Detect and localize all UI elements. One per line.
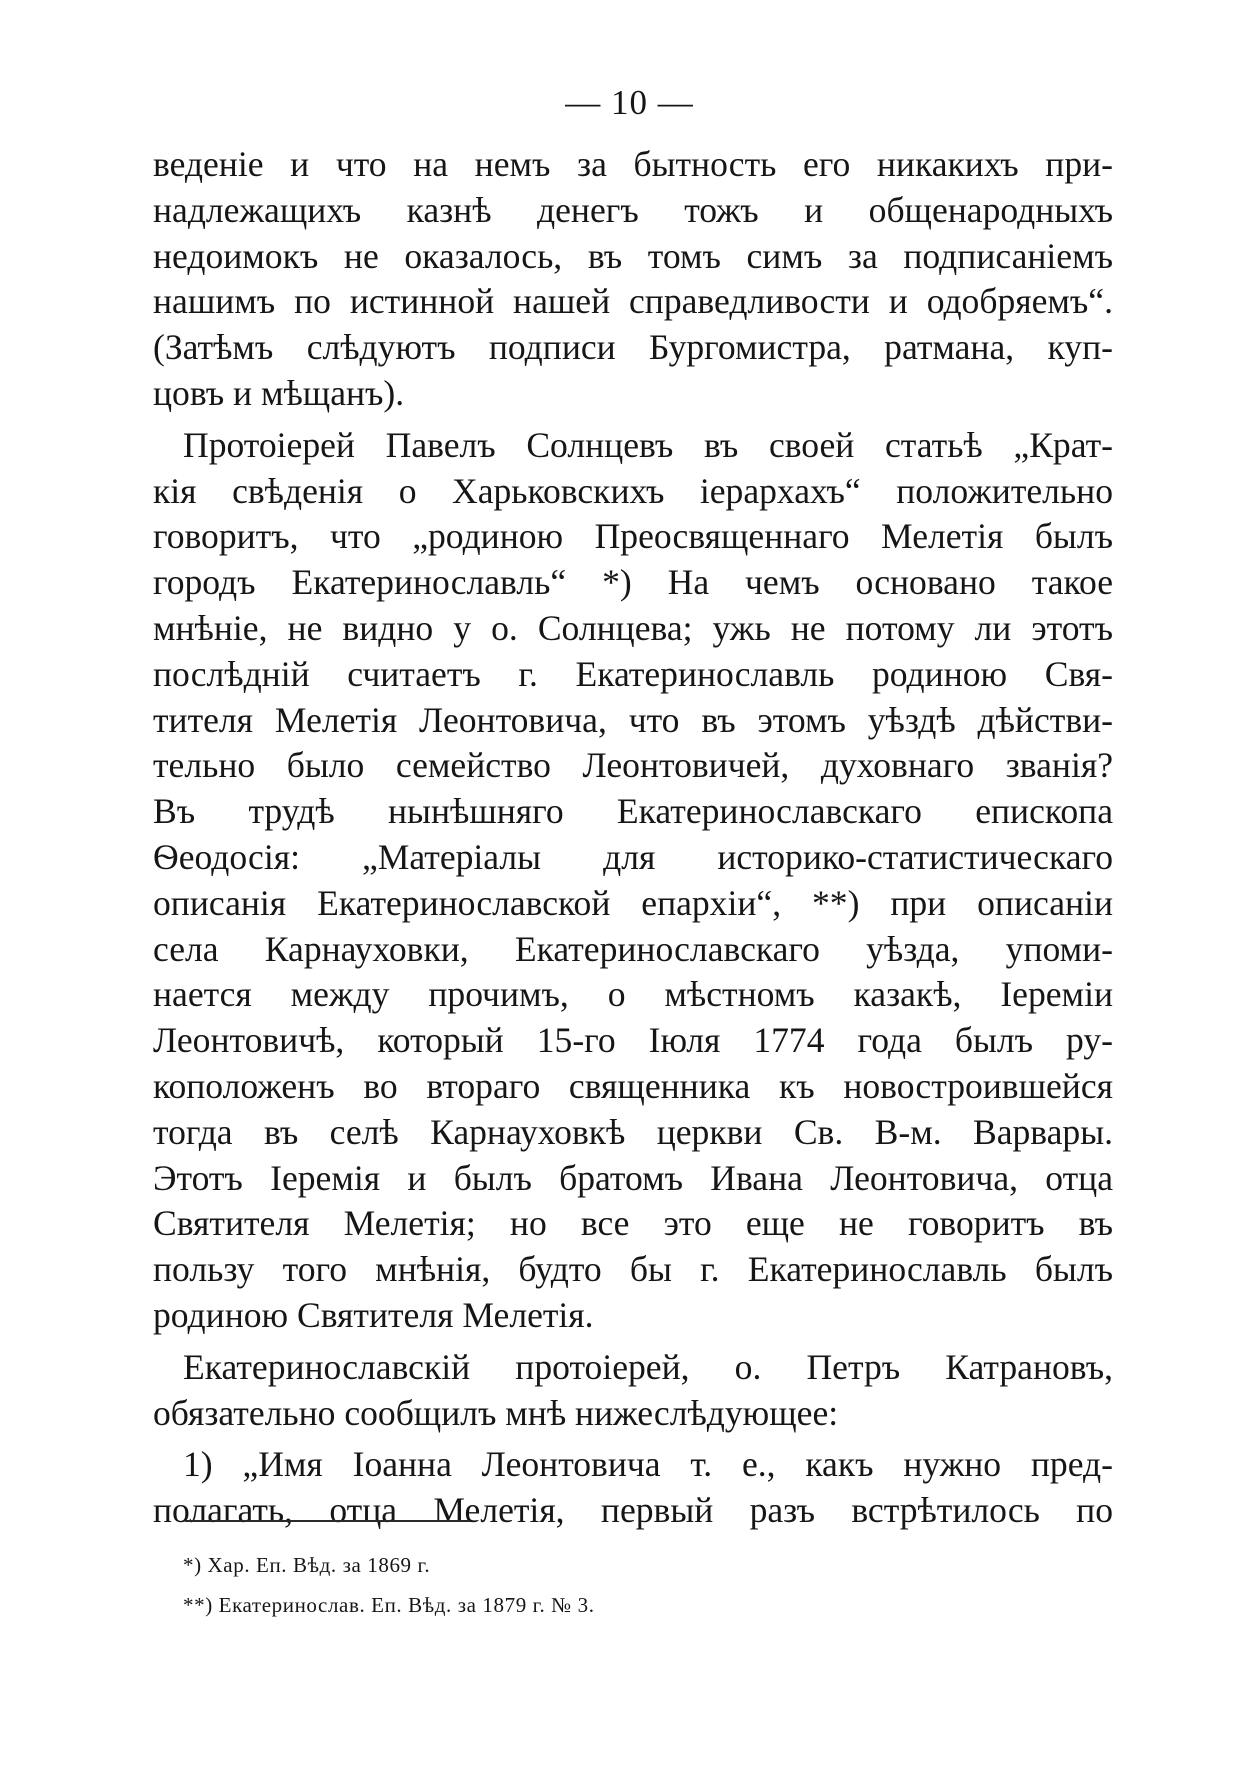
text-line: говоритъ, что „родиною Преосвященнаго Мелетія былъ xyxy=(153,516,1113,557)
text-line: недоимокъ не оказалось, въ томъ симъ за подписаніемъ xyxy=(153,235,1113,276)
text-line: Леонтовичѣ, который 15-го Іюля 1774 года былъ ру- xyxy=(153,1020,1113,1061)
text-line: веденіе и что на немъ за бытность его никакихъ при- xyxy=(153,144,1113,184)
text-line: (Затѣмъ слѣдуютъ подписи Бургомистра, ратмана, куп- xyxy=(153,327,1113,368)
text-line: цовъ и мѣщанъ). xyxy=(153,372,405,413)
text-line: Въ трудѣ нынѣшняго Екатеринославскаго епископа xyxy=(153,791,1113,832)
footnote-divider xyxy=(185,1520,470,1522)
text-line: тельно было семейство Леонтовичей, духовнаго званія? xyxy=(153,745,1113,786)
text-line: тогда въ селѣ Карнауховкѣ церкви Св. В-м. Варвары. xyxy=(153,1111,1113,1152)
text-line: пользу того мнѣнія, будто бы г. Екатеринославль былъ xyxy=(153,1249,1113,1290)
text-line: коположенъ во втораго священника къ новостроившейся xyxy=(153,1065,1113,1106)
footnotes xyxy=(183,1545,883,1625)
text-line: тителя Мелетія Леонтовича, что въ этомъ уѣздѣ дѣйстви- xyxy=(153,699,1113,740)
text-line: мнѣніе, не видно у о. Солнцева; ужь не потому ли этотъ xyxy=(153,607,1113,648)
text-line: родиною Святителя Мелетія. xyxy=(153,1294,594,1335)
footnote: *) Хар. Еп. Вѣд. за 1869 г. xyxy=(183,1553,431,1577)
body-text xyxy=(153,142,1113,1534)
text-line: нается между прочимъ, о мѣстномъ казакѣ, Іереміи xyxy=(153,974,1113,1015)
paragraph-start-line: Екатеринославскій протоіерей, о. Петръ Катрановъ, xyxy=(183,1346,1113,1387)
text-line: нашимъ по истинной нашей справедливости и одобряемъ“. xyxy=(153,281,1113,322)
paragraph-start-line: Протоіерей Павелъ Солнцевъ въ своей статьѣ „Крат- xyxy=(183,424,1113,465)
text-line: городъ Екатеринославль“ *) На чемъ основано такое xyxy=(153,562,1113,603)
page-number: — 10 — xyxy=(565,83,694,122)
text-line: обязательно сообщилъ мнѣ нижеслѣдующее: xyxy=(153,1392,839,1433)
text-line: Святителя Мелетія; но все это еще не говоритъ въ xyxy=(153,1203,1113,1244)
text-line: надлежащихъ казнѣ денегъ тожъ и общенародныхъ xyxy=(153,189,1113,230)
text-line: кія свѣденія о Харьковскихъ іерархахъ“ положительно xyxy=(153,470,1113,511)
text-line: Этотъ Іеремія и былъ братомъ Ивана Леонтовича, отца xyxy=(153,1157,1113,1198)
text-line: села Карнауховки, Екатеринославскаго уѣзда, упоми- xyxy=(153,928,1113,969)
text-line: полагать, отца Мелетія, первый разъ встрѣтилось по xyxy=(153,1490,1113,1531)
text-line: Ѳеодосія: „Матеріалы для историко-статистическаго xyxy=(153,836,1113,877)
footnote: **) Екатеринослав. Еп. Вѣд. за 1879 г. № 3. xyxy=(183,1593,595,1617)
text-line: послѣдній считаетъ г. Екатеринославль родиною Свя- xyxy=(153,653,1113,694)
paragraph-start-line: 1) „Имя Іоанна Леонтовича т. е., какъ нужно пред- xyxy=(183,1444,1113,1485)
text-line: описанія Екатеринославской епархіи“, **) при описаніи xyxy=(153,882,1113,923)
